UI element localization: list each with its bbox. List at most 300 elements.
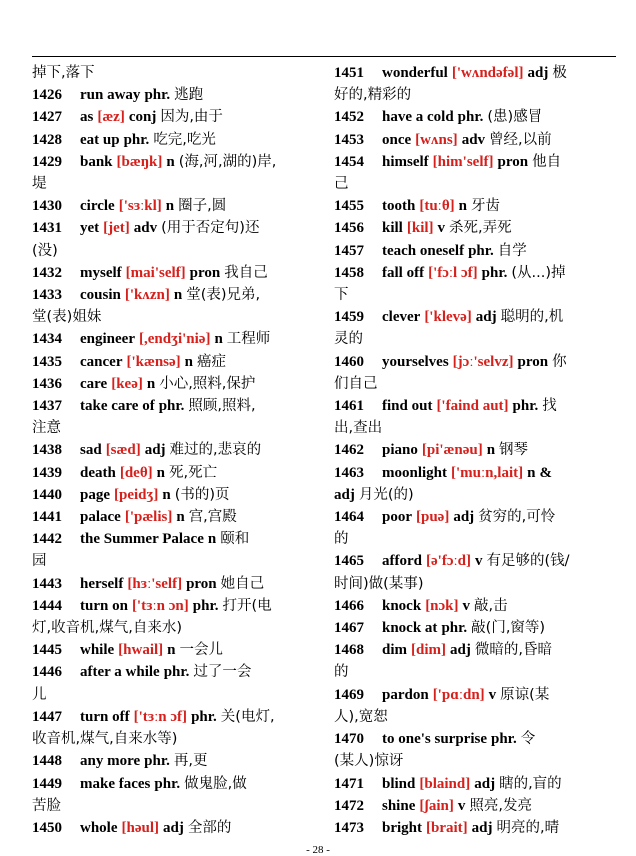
chinese-meaning: 小心,照料,保护 — [159, 375, 256, 392]
vocabulary-column-left — [32, 62, 314, 856]
chinese-meaning: 明亮的,晴 — [496, 819, 560, 836]
entry-number: 1468 — [334, 642, 364, 659]
entry-number: 1450 — [32, 819, 62, 836]
chinese-meaning: 吃完,吃光 — [153, 131, 216, 148]
entry-line — [334, 661, 608, 683]
entry-number: 1437 — [32, 398, 62, 415]
chinese-meaning: 找 — [542, 398, 557, 415]
chinese-meaning: 己 — [334, 176, 349, 193]
entry-line — [32, 106, 314, 128]
entry-number: 1458 — [334, 264, 364, 281]
entry-number: 1463 — [334, 464, 364, 481]
entry-number: 1447 — [32, 708, 62, 725]
part-of-speech: phr. — [491, 731, 517, 748]
vocabulary-column-right — [334, 62, 608, 856]
entry-line — [32, 306, 314, 328]
entry-line — [32, 351, 314, 373]
phonetic: ['pɑːdn] — [432, 686, 485, 703]
entry-line — [32, 373, 314, 395]
part-of-speech: adv — [133, 220, 158, 237]
entry-line — [334, 129, 608, 151]
chinese-meaning: 堂(表)姐妹 — [32, 309, 102, 326]
entry-word: sad — [80, 442, 102, 459]
entry-word: tooth — [382, 198, 416, 215]
phonetic: [ʃain] — [419, 797, 454, 814]
chinese-meaning: 们自己 — [334, 375, 378, 392]
entry-number: 1439 — [32, 464, 62, 481]
phonetic: [tuːθ] — [419, 198, 455, 215]
entry-word: whole — [80, 819, 118, 836]
entry-word: shine — [382, 797, 416, 814]
chinese-meaning: 圈子,圆 — [178, 198, 227, 215]
chinese-meaning: 宫,宫殿 — [188, 509, 237, 526]
phonetic: [deθ] — [119, 464, 153, 481]
entry-line — [334, 306, 608, 328]
entry-word: fall off — [382, 264, 425, 281]
entry-line — [32, 550, 314, 572]
entry-line — [32, 528, 314, 550]
entry-word: yet — [80, 220, 100, 237]
part-of-speech: n — [214, 331, 223, 348]
entry-number: 1443 — [32, 575, 62, 592]
entry-word: while — [80, 642, 115, 659]
phonetic: [him'self] — [432, 153, 494, 170]
chinese-meaning: 敲,击 — [474, 597, 508, 614]
entry-number: 1455 — [334, 198, 364, 215]
chinese-meaning: 堂(表)兄弟, — [186, 287, 261, 304]
entry-number: 1430 — [32, 198, 62, 215]
entry-word: & — [539, 464, 552, 481]
chinese-meaning: 过了一会 — [193, 664, 252, 681]
entry-word: death — [80, 464, 116, 481]
entry-number: 1445 — [32, 642, 62, 659]
phonetic: ['tɜːn ɔn] — [131, 597, 189, 614]
phonetic: [jet] — [103, 220, 130, 237]
entry-word: turn off — [80, 708, 130, 725]
chinese-meaning: 钢琴 — [499, 442, 529, 459]
part-of-speech: pron — [189, 264, 221, 281]
chinese-meaning: (没) — [32, 242, 58, 259]
entry-number: 1471 — [334, 775, 364, 792]
entry-word: clever — [382, 309, 421, 326]
entry-line — [334, 750, 608, 772]
entry-word: cousin — [80, 287, 121, 304]
entry-number: 1452 — [334, 109, 364, 126]
entry-word: turn on — [80, 597, 128, 614]
chinese-meaning: 有足够的(钱/ — [486, 553, 570, 570]
entry-line — [334, 217, 608, 239]
chinese-meaning: 杀死,弄死 — [449, 220, 512, 237]
entry-word: kill — [382, 220, 403, 237]
entry-line — [334, 550, 608, 572]
part-of-speech: phr. — [158, 398, 185, 415]
entry-line — [334, 417, 608, 439]
phonetic: [,endʒi'niə] — [138, 331, 211, 348]
part-of-speech: phr. — [123, 131, 150, 148]
entry-line — [334, 262, 608, 284]
entry-line — [32, 217, 314, 239]
chinese-meaning: 自学 — [497, 242, 527, 259]
phonetic: [nɔk] — [425, 597, 459, 614]
entry-line — [334, 817, 608, 839]
chinese-meaning: 令 — [520, 731, 536, 748]
part-of-speech: phr. — [144, 753, 170, 770]
part-of-speech: adj — [334, 486, 355, 503]
entry-word: find out — [382, 398, 433, 415]
entry-word: any more — [80, 753, 141, 770]
entry-line — [32, 262, 314, 284]
phonetic: [sæd] — [105, 442, 141, 459]
part-of-speech: adj — [471, 819, 493, 836]
entry-number: 1472 — [334, 797, 364, 814]
chinese-meaning: (某人)惊讶 — [334, 753, 404, 770]
entry-line — [32, 639, 314, 661]
chinese-meaning: 苦脸 — [32, 797, 61, 814]
entry-line — [32, 62, 314, 84]
entry-line — [32, 684, 314, 706]
entry-line — [334, 528, 608, 550]
entry-line — [32, 617, 314, 639]
chinese-meaning: 因为,由于 — [160, 109, 223, 126]
chinese-meaning: 下 — [334, 287, 349, 304]
phonetic: [mai'self] — [125, 264, 186, 281]
entry-word: bank — [80, 153, 113, 170]
part-of-speech: pron — [186, 575, 217, 592]
entry-line — [334, 62, 608, 84]
entry-number: 1442 — [32, 531, 62, 548]
entry-line — [334, 506, 608, 528]
chinese-meaning: 瞎的,盲的 — [499, 775, 562, 792]
header-rule — [32, 56, 616, 57]
entry-number: 1433 — [32, 287, 62, 304]
entry-line — [32, 173, 314, 195]
entry-number: 1448 — [32, 753, 62, 770]
entry-word: palace — [80, 509, 121, 526]
entry-line — [32, 506, 314, 528]
chinese-meaning: (用于否定句)还 — [161, 220, 260, 237]
part-of-speech: n — [176, 509, 185, 526]
chinese-meaning: 关(电灯, — [220, 708, 275, 725]
chinese-meaning: 好的,精彩的 — [334, 87, 412, 104]
entry-word: teach oneself — [382, 242, 465, 259]
entry-word: once — [382, 131, 412, 148]
entry-word: circle — [80, 198, 115, 215]
phonetic: [hwail] — [118, 642, 164, 659]
phonetic: [wʌns] — [415, 131, 458, 148]
entry-line — [334, 773, 608, 795]
part-of-speech: v — [437, 220, 446, 237]
chinese-meaning: 工程师 — [226, 331, 271, 348]
phonetic: ['tɜːn ɔf] — [133, 708, 188, 725]
entry-line — [32, 395, 314, 417]
entry-line — [32, 728, 314, 750]
entry-word: engineer — [80, 331, 135, 348]
entry-number: 1451 — [334, 65, 364, 81]
entry-line — [334, 439, 608, 461]
phonetic: [dim] — [411, 642, 447, 659]
entry-word: run away — [80, 87, 141, 104]
chinese-meaning: 癌症 — [197, 353, 226, 370]
entry-line — [32, 817, 314, 839]
chinese-meaning: 打开(电 — [222, 597, 272, 614]
entry-word: take care of — [80, 398, 155, 415]
chinese-meaning: 微暗的,昏暗 — [474, 642, 552, 659]
entry-word: knock at — [382, 620, 438, 637]
entry-word: make faces — [80, 775, 151, 792]
part-of-speech: n — [184, 353, 193, 370]
phonetic: [jɔː'selvz] — [452, 353, 514, 370]
chinese-meaning: (海,河,湖的)岸, — [178, 153, 277, 170]
part-of-speech: n — [458, 198, 468, 215]
entry-number: 1441 — [32, 509, 62, 526]
chinese-meaning: 难过的,悲哀的 — [169, 442, 262, 459]
part-of-speech: n — [156, 464, 166, 481]
entry-line — [32, 129, 314, 151]
entry-line — [32, 750, 314, 772]
phonetic: [brait] — [426, 819, 468, 836]
entry-line — [334, 106, 608, 128]
part-of-speech: phr. — [154, 775, 181, 792]
part-of-speech: n — [167, 642, 176, 659]
entry-word: page — [80, 486, 110, 503]
entry-line — [32, 195, 314, 217]
chinese-meaning: 全部的 — [187, 819, 232, 836]
entry-line — [334, 484, 608, 506]
part-of-speech: n — [207, 531, 217, 548]
entry-word: myself — [80, 264, 122, 281]
entry-number: 1464 — [334, 509, 364, 526]
part-of-speech: adj — [163, 819, 184, 836]
entry-line — [32, 795, 314, 817]
entry-number: 1446 — [32, 664, 62, 681]
chinese-meaning: 堤 — [32, 176, 47, 193]
part-of-speech: n — [486, 442, 496, 459]
entry-line — [32, 661, 314, 683]
part-of-speech: phr. — [441, 620, 468, 637]
part-of-speech: adj — [474, 775, 496, 792]
entry-line — [334, 573, 608, 595]
entry-word: to one's surprise — [382, 731, 487, 748]
entry-line — [334, 240, 608, 262]
entry-line — [334, 728, 608, 750]
entry-number: 1432 — [32, 264, 62, 281]
entry-line — [32, 240, 314, 262]
entry-word: after a while — [80, 664, 160, 681]
entry-number: 1462 — [334, 442, 364, 459]
entry-number: 1454 — [334, 153, 364, 170]
entry-line — [334, 795, 608, 817]
phonetic: [peidʒ] — [114, 486, 159, 503]
entry-line — [32, 417, 314, 439]
part-of-speech: conj — [128, 109, 157, 126]
phonetic: ['wʌndəfəl] — [451, 65, 524, 81]
entry-word: knock — [382, 597, 422, 614]
entry-word: poor — [382, 509, 412, 526]
part-of-speech: n — [166, 153, 175, 170]
part-of-speech: v — [488, 686, 497, 703]
entry-line — [32, 595, 314, 617]
chinese-meaning: 曾经,以前 — [489, 131, 552, 148]
chinese-meaning: 聪明的,机 — [500, 309, 564, 326]
entry-line — [32, 773, 314, 795]
chinese-meaning: 原谅(某 — [500, 686, 550, 703]
entry-line — [334, 706, 608, 728]
entry-word: himself — [382, 153, 429, 170]
entry-line — [334, 284, 608, 306]
entry-line — [334, 84, 608, 106]
chinese-meaning: 出,查出 — [334, 420, 383, 437]
chinese-meaning: 灯,收音机,煤气,自来水) — [32, 620, 182, 637]
entry-number: 1438 — [32, 442, 62, 459]
phonetic: [keə] — [111, 375, 143, 392]
phonetic: [bæŋk] — [116, 153, 163, 170]
entry-number: 1427 — [32, 109, 62, 126]
entry-number: 1440 — [32, 486, 62, 503]
part-of-speech: n — [173, 287, 183, 304]
entry-word: moonlight — [382, 464, 448, 481]
phonetic: ['faind aut] — [436, 398, 509, 415]
entry-number: 1469 — [334, 686, 364, 703]
phonetic: [kil] — [406, 220, 434, 237]
entry-number: 1444 — [32, 597, 62, 614]
phonetic: [æz] — [97, 109, 125, 126]
part-of-speech: phr. — [457, 109, 484, 126]
phonetic: ['kʌzn] — [124, 287, 170, 304]
chinese-meaning: 他自 — [532, 153, 562, 170]
chinese-meaning: 极 — [552, 65, 567, 81]
part-of-speech: adj — [144, 442, 166, 459]
entry-word: herself — [80, 575, 124, 592]
chinese-meaning: 再,更 — [173, 753, 208, 770]
entry-number: 1465 — [334, 553, 364, 570]
entry-line — [334, 395, 608, 417]
part-of-speech: pron — [497, 153, 529, 170]
chinese-meaning: 掉下,落下 — [32, 65, 95, 81]
entry-line — [32, 84, 314, 106]
entry-word: blind — [382, 775, 416, 792]
part-of-speech: phr. — [481, 264, 508, 281]
entry-number: 1461 — [334, 398, 364, 415]
entry-number: 1434 — [32, 331, 62, 348]
entry-line — [32, 284, 314, 306]
entry-line — [32, 706, 314, 728]
phonetic: [pi'ænəu] — [421, 442, 483, 459]
phonetic: [blaind] — [419, 775, 471, 792]
entry-line — [334, 151, 608, 173]
part-of-speech: adj — [453, 509, 475, 526]
chinese-meaning: 牙齿 — [471, 198, 501, 215]
part-of-speech: phr. — [468, 242, 494, 259]
entry-line — [32, 484, 314, 506]
part-of-speech: v — [474, 553, 483, 570]
entry-word: pardon — [382, 686, 429, 703]
entry-line — [334, 173, 608, 195]
entry-number: 1436 — [32, 375, 62, 392]
entry-number: 1460 — [334, 353, 364, 370]
entry-number: 1435 — [32, 353, 62, 370]
entry-number: 1453 — [334, 131, 364, 148]
part-of-speech: phr. — [191, 708, 217, 725]
entry-number: 1431 — [32, 220, 62, 237]
entry-number: 1467 — [334, 620, 364, 637]
entry-number: 1457 — [334, 242, 364, 259]
entry-number: 1429 — [32, 153, 62, 170]
entry-word: care — [80, 375, 108, 392]
page-number: - 28 - — [306, 844, 330, 856]
entry-line — [334, 462, 608, 484]
chinese-meaning: 你 — [552, 353, 567, 370]
entry-word: have a cold — [382, 109, 454, 126]
chinese-meaning: 收音机,煤气,自来水等) — [32, 731, 178, 748]
phonetic: ['fɔːl ɔf] — [428, 264, 478, 281]
entry-number: 1466 — [334, 597, 364, 614]
chinese-meaning: 颐和 — [220, 531, 250, 548]
entry-word: wonderful — [382, 65, 448, 81]
entry-line — [334, 639, 608, 661]
part-of-speech: phr. — [163, 664, 190, 681]
part-of-speech: v — [462, 597, 471, 614]
entry-number: 1470 — [334, 731, 364, 748]
chinese-meaning: (患)感冒 — [487, 109, 543, 126]
chinese-meaning: 敲(门,窗等) — [471, 620, 546, 637]
chinese-meaning: 的 — [334, 664, 349, 681]
chinese-meaning: 时间)做(某事) — [334, 575, 424, 592]
chinese-meaning: (书的)页 — [174, 486, 230, 503]
entry-word: bright — [382, 819, 423, 836]
part-of-speech: n — [162, 486, 171, 503]
entry-line — [334, 617, 608, 639]
part-of-speech: phr. — [512, 398, 539, 415]
phonetic: ['muːn,lait] — [451, 464, 524, 481]
chinese-meaning: 死,死亡 — [169, 464, 218, 481]
entry-number: 1456 — [334, 220, 364, 237]
entry-number: 1449 — [32, 775, 62, 792]
part-of-speech: phr. — [192, 597, 219, 614]
chinese-meaning: 注意 — [32, 420, 61, 437]
entry-line — [334, 328, 608, 350]
entry-line — [334, 595, 608, 617]
phonetic: [hɜː'self] — [127, 575, 183, 592]
entry-word: afford — [382, 553, 422, 570]
part-of-speech: phr. — [144, 87, 171, 104]
entry-line — [334, 351, 608, 373]
chinese-meaning: 灵的 — [334, 331, 363, 348]
part-of-speech: pron — [517, 353, 549, 370]
entry-word: dim — [382, 642, 408, 659]
entry-word: the Summer Palace — [80, 531, 204, 548]
phonetic: ['pælis] — [124, 509, 173, 526]
part-of-speech: adv — [461, 131, 486, 148]
entry-word: eat up — [80, 131, 120, 148]
chinese-meaning: 儿 — [32, 686, 47, 703]
entry-line — [334, 684, 608, 706]
part-of-speech: n — [146, 375, 156, 392]
chinese-meaning: 一会儿 — [179, 642, 224, 659]
entry-number: 1426 — [32, 87, 62, 104]
part-of-speech: adj — [450, 642, 471, 659]
phonetic: ['sɜːkl] — [118, 198, 162, 215]
chinese-meaning: 人),宽恕 — [334, 708, 388, 725]
chinese-meaning: 月光(的) — [358, 486, 414, 503]
chinese-meaning: 贫穷的,可怜 — [478, 509, 556, 526]
chinese-meaning: 她自己 — [220, 575, 265, 592]
part-of-speech: adj — [475, 309, 497, 326]
entry-word: cancer — [80, 353, 123, 370]
chinese-meaning: 照亮,发亮 — [469, 797, 533, 814]
entry-word: as — [80, 109, 94, 126]
chinese-meaning: (从...)掉 — [511, 264, 566, 281]
entry-line — [334, 373, 608, 395]
